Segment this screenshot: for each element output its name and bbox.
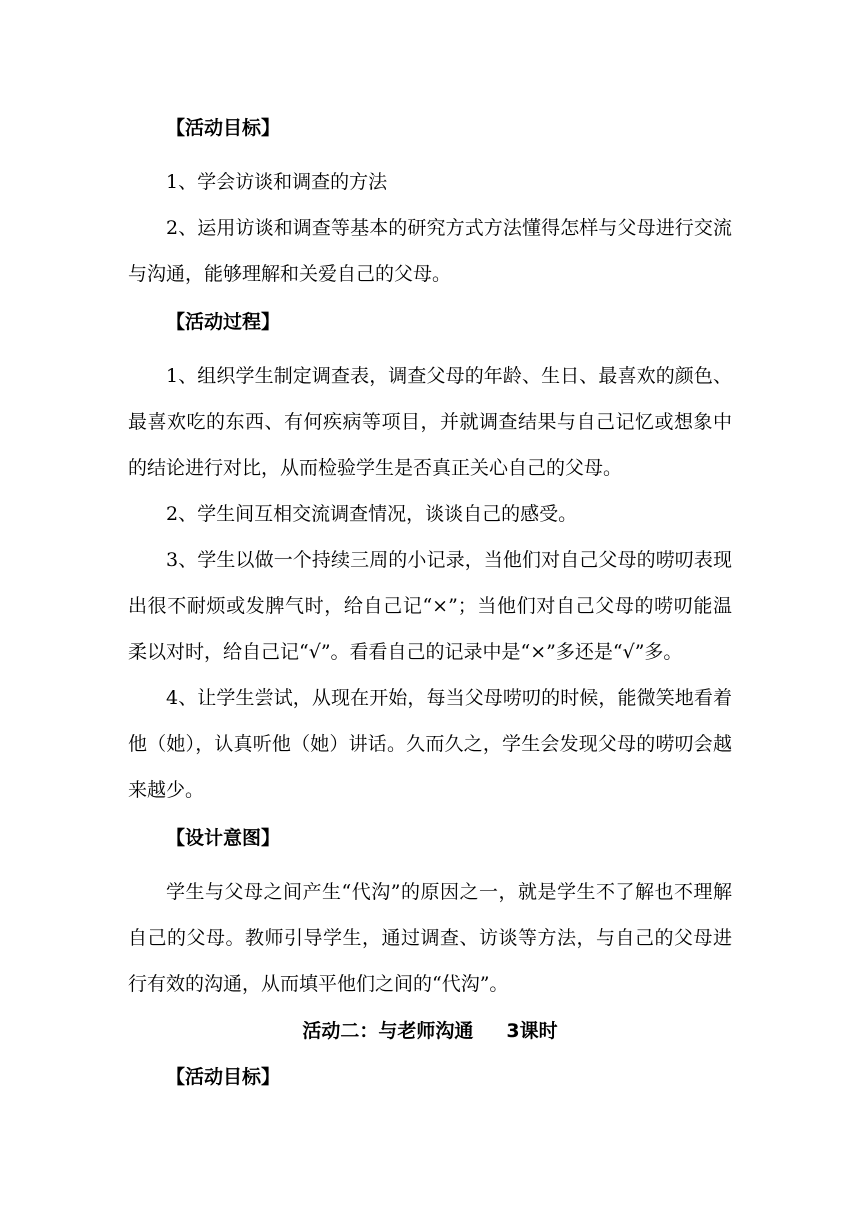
process-step-2: 2、学生间互相交流调查情况，谈谈自己的感受。 xyxy=(166,503,578,525)
section-heading-activity-goals: 【活动目标】 xyxy=(166,117,281,139)
design-intent-text: 学生与父母之间产生“代沟”的原因之一，就是学生不了解也不理解自己的父母。教师引导学生，通过调查、访谈等方法，与自己的父母进行有效的沟通，从而填平他们之间的“代沟”。 xyxy=(128,881,732,995)
process-step-1: 1、组织学生制定调查表，调查父母的年龄、生日、最喜欢的颜色、最喜欢吃的东西、有何疾病等项目，并就调查结果与自己记忆或想象中的结论进行对比，从而检验学生是否真正关心自己的父母。 xyxy=(128,365,732,479)
goal-item-1: 1、学会访谈和调查的方法 xyxy=(166,171,388,193)
section-heading-design-intent: 【设计意图】 xyxy=(166,827,281,849)
goal-item-2: 2、运用访谈和调查等基本的研究方式方法懂得怎样与父母进行交流与沟通，能够理解和关爱自己的父母。 xyxy=(128,217,732,285)
process-step-4: 4、让学生尝试，从现在开始，每当父母唠叨的时候，能微笑地看着他（她），认真听他（她）讲话。久而久之，学生会发现父母的唠叨会越来越少。 xyxy=(128,687,732,801)
section-heading-activity-process: 【活动过程】 xyxy=(166,311,281,333)
activity-two-title: 活动二：与老师沟通 3课时 xyxy=(302,1020,558,1042)
document-body xyxy=(128,112,732,1108)
section-heading-activity-goals-2: 【活动目标】 xyxy=(166,1066,281,1088)
process-step-3: 3、学生以做一个持续三周的小记录，当他们对自己父母的唠叨表现出很不耐烦或发脾气时，给自己记“×”；当他们对自己父母的唠叨能温柔以对时，给自己记“√”。看看自己的记录中是“×”多还是“√”多。 xyxy=(128,549,732,663)
